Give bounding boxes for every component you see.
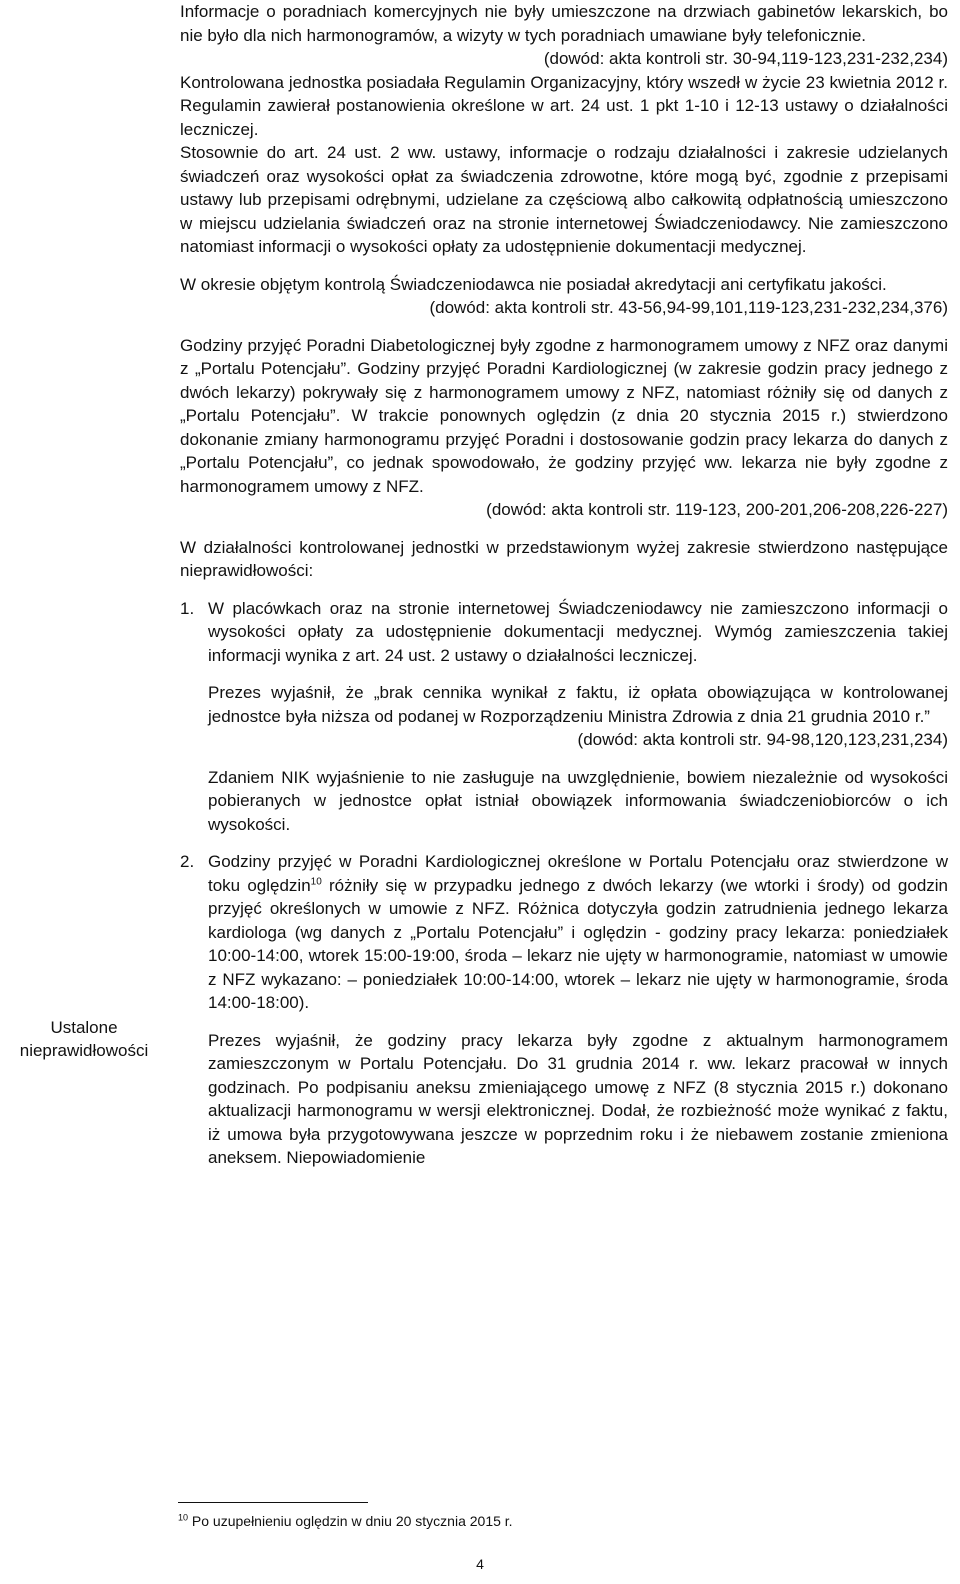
item-number: 2. [180,852,195,871]
irregularity-item-2 [180,850,948,1170]
evidence-reference: (dowód: akta kontroli str. 30-94,119-123,231-232,234) [543,49,948,68]
item-text: W placówkach oraz na stronie internetowej Świadczeniodawcy nie zamieszczono informacji o wysokości opłaty za udostępnienie dokumentacji medycznej. Wymóg zamieszczenia takiej informacji wynika z art. 24 ust. 2 ustawy o działalności leczniczej. [208,598,948,665]
footnote-reference: 10 [310,875,322,887]
main-content [180,0,948,1170]
evidence-reference: (dowód: akta kontroli str. 119-123, 200-201,206-208,226-227) [486,500,948,519]
item-text [208,850,948,1015]
item-body [208,850,948,1170]
footnote-text: Po uzupełnieniu oględzin w dniu 20 stycznia 2015 r. [188,1513,513,1529]
paragraph-accreditation: W okresie objętym kontrolą Świadczeniodawca nie posiadał akredytacji ani certyfikatu jakości. [180,274,887,294]
evidence-reference: (dowód: akta kontroli str. 43-56,94-99,101,119-123,231-232,234,376) [429,298,948,317]
paragraph-irregularities-intro: W działalności kontrolowanej jednostki w przedstawionym wyżej zakresie stwierdzono następujące nieprawidłowości: [180,537,948,580]
item-text-part: różniły się w przypadku jednego z dwóch lekarzy (we wtorki i środy) od godzin przyjęć określonych w umowie z NFZ. Różnica dotyczyła godzin zatrudnienia jednego lekarza kardiologa (wg danych z „Portalu Potencjału” i oględzin - godziny pracy lekarza: poniedziałek 10:00-14:00, wtorek 15:00-19:00, środa – lekarz nie ujęty w harmonogramie, natomiast w umowie z NFZ wykazano: – poniedziałek 10:00-14:00, wtorek – lekarz nie ujęty w harmonogramie, środa 14:00-18:00). [208,875,949,1012]
paragraph-regulations: Kontrolowana jednostka posiadała Regulamin Organizacyjny, który wszedł w życie 23 kwietnia 2012 r. Regulamin zawierał postanowienia określone w art. 24 ust. 1 pkt 1-10 i 12-13 ustawy o działalności leczniczej. [180,72,948,139]
item-number: 1. [180,598,195,618]
item-explanation: Prezes wyjaśnił, że godziny pracy lekarza były zgodne z aktualnym harmonogramem zamieszczonym w Portalu Potencjału. Do 31 grudnia 2014 r. ww. lekarz pracował w innych godzinach. Po podpisaniu aneksu zmieniającego umowę z NFZ (8 stycznia 2015 r.) dokonano aktualizacji harmonogramu w wersji elektronicznej. Dodał, że rozbieżność może wynikać z faktu, iż umowa była przygotowywana jeszcze w poprzednim roku i że niebawem zostanie zmieniona aneksem. Niepowiadomienie [208,1030,948,1167]
item-text-part: Godziny przyjęć w Poradni Kardiologicznej określone w Portalu Potencjału oraz stwierdzone w toku oględzin [208,852,948,895]
footnote-number: 10 [178,1512,189,1523]
irregularity-item-1 [180,597,948,837]
item-body [208,597,948,837]
item-assessment: Zdaniem NIK wyjaśnienie to nie zasługuje na uwzględnienie, bowiem niezależnie od wysokości pobieranych w jednostce opłat istniał obowiązek informowania świadczeniobiorców o ich wysokości. [208,767,948,834]
footnote [178,1512,878,1530]
item-explanation: Prezes wyjaśnił, że „brak cennika wynikał z faktu, iż opłata obowiązująca w kontrolowanej jednostce była niższa od podanej w Rozporządzeniu Ministra Zdrowia z dnia 21 grudnia 2010 r.” [208,683,948,726]
footnote-divider [178,1502,368,1503]
paragraph-clinic-hours: Godziny przyjęć Poradni Diabetologicznej były zgodne z harmonogramem umowy z NFZ oraz danymi z „Portalu Potencjału”. Godziny przyjęć Poradni Kardiologicznej (w zakresie godzin pracy jednego z dwóch lekarzy) pokrywały się z harmonogramem umowy z NFZ, natomiast różniły się od danych z „Portalu Potencjału”. W trakcie ponownych oględzin (z dnia 20 stycznia 2015 r.) stwierdzono dokonanie zmiany harmonogramu przyjęć Poradni i dostosowanie godzin pracy lekarza do danych z „Portalu Potencjału”, co jednak spowodowało, że godziny przyjęć ww. lekarza nie były zgodne z harmonogramem umowy z NFZ. [180,335,948,496]
page-number: 4 [476,1556,484,1572]
side-label-irregularities: Ustalone nieprawidłowości [19,1018,149,1060]
evidence-reference: (dowód: akta kontroli str. 94-98,120,123,231,234) [577,730,948,749]
paragraph-information-display: Stosownie do art. 24 ust. 2 ww. ustawy, informacje o rodzaju działalności i zakresie udzielanych świadczeń oraz wysokości opłat za świadczenia zdrowotne, które mogą być, zgodnie z przepisami ustawy lub przepisami odrębnymi, udzielane za częściową albo całkowitą odpłatnością umieszczono w miejscu udzielania świadczeń oraz na stronie internetowej Świadczeniodawcy. Nie zamieszczono natomiast informacji o wysokości opłaty za udostępnienie dokumentacji medycznej. [180,143,948,256]
paragraph-commercial-clinics: Informacje o poradniach komercyjnych nie były umieszczone na drzwiach gabinetów lekarskich, bo nie było dla nich harmonogramów, a wizyty w tych poradniach umawiane były telefonicznie. [180,2,948,45]
